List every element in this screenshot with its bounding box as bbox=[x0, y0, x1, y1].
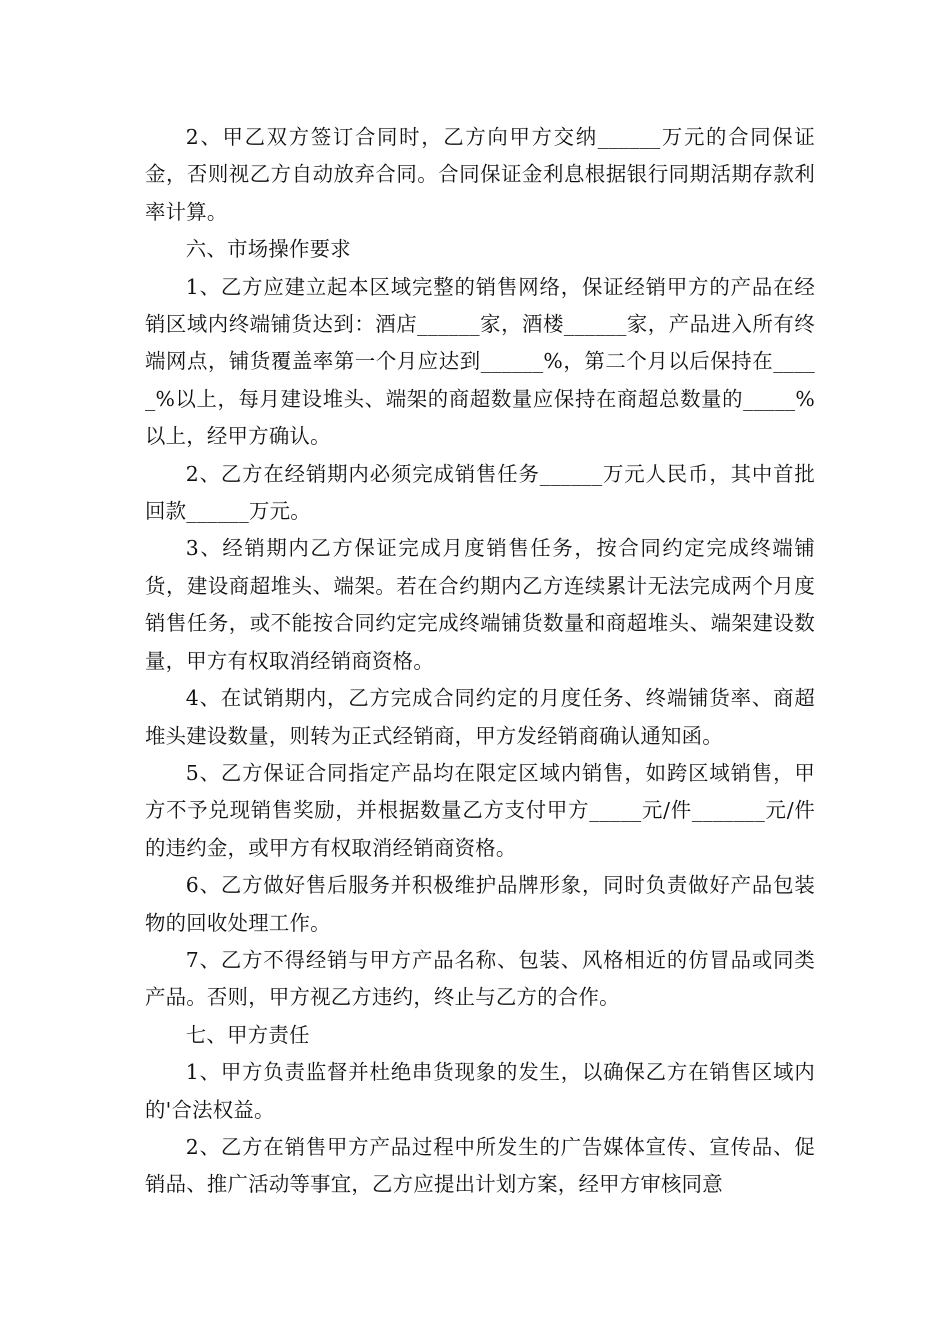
paragraph-advertising: 2、乙方在销售甲方产品过程中所发生的广告媒体宣传、宣传品、促销品、推广活动等事宜，乙方应提出计划方案，经甲方审核同意 bbox=[145, 1134, 815, 1197]
section-heading-party-a-duties: 七、甲方责任 bbox=[185, 1022, 310, 1047]
paragraph-regional-sales: 5、乙方保证合同指定产品均在限定区域内销售，如跨区域销售，甲方不予兑现销售奖励，并根据数量乙方支付甲方_____元/件_______元/件的违约金，或甲方有权取消经销商资格。 bbox=[145, 760, 815, 860]
paragraph-sales-network: 1、乙方应建立起本区域完整的销售网络，保证经销甲方的产品在经销区域内终端铺货达到：酒店______家，酒楼______家，产品进入所有终端网点，铺货覆盖率第一个月应达到______%，第二个月以后保持在_____%以上，每月建设堆头、端架的商超数量应保持在商超总数量的_____%以上，经甲方确认。 bbox=[145, 274, 815, 449]
section-heading-market-operation: 六、市场操作要求 bbox=[185, 237, 351, 262]
paragraph-trial-period: 4、在试销期内，乙方完成合同约定的月度任务、终端铺货率、商超堆头建设数量，则转为正式经销商，甲方发经销商确认通知函。 bbox=[145, 686, 815, 748]
paragraph-sales-target: 2、乙方在经销期内必须完成销售任务______万元人民币，其中首批回款______万元。 bbox=[145, 461, 815, 524]
paragraph-supervision: 1、甲方负责监督并杜绝串货现象的发生，以确保乙方在销售区域内的'合法权益。 bbox=[145, 1060, 815, 1122]
paragraph-deposit: 2、甲乙双方签订合同时，乙方向甲方交纳______万元的合同保证金，否则视乙方自动放弃合同。合同保证金利息根据银行同期活期存款利率计算。 bbox=[145, 125, 815, 224]
document-body bbox=[145, 119, 815, 1204]
paragraph-counterfeit: 7、乙方不得经销与甲方产品名称、包装、风格相近的仿冒品或同类产品。否则，甲方视乙方违约，终止与乙方的合作。 bbox=[145, 947, 815, 1010]
paragraph-after-sales: 6、乙方做好售后服务并积极维护品牌形象，同时负责做好产品包装物的回收处理工作。 bbox=[145, 873, 815, 935]
paragraph-monthly-task: 3、经销期内乙方保证完成月度销售任务，按合同约定完成终端铺货，建设商超堆头、端架。若在合约期内乙方连续累计无法完成两个月度销售任务，或不能按合同约定完成终端铺货数量和商超堆头、端架建设数量，甲方有权取消经销商资格。 bbox=[145, 536, 815, 673]
